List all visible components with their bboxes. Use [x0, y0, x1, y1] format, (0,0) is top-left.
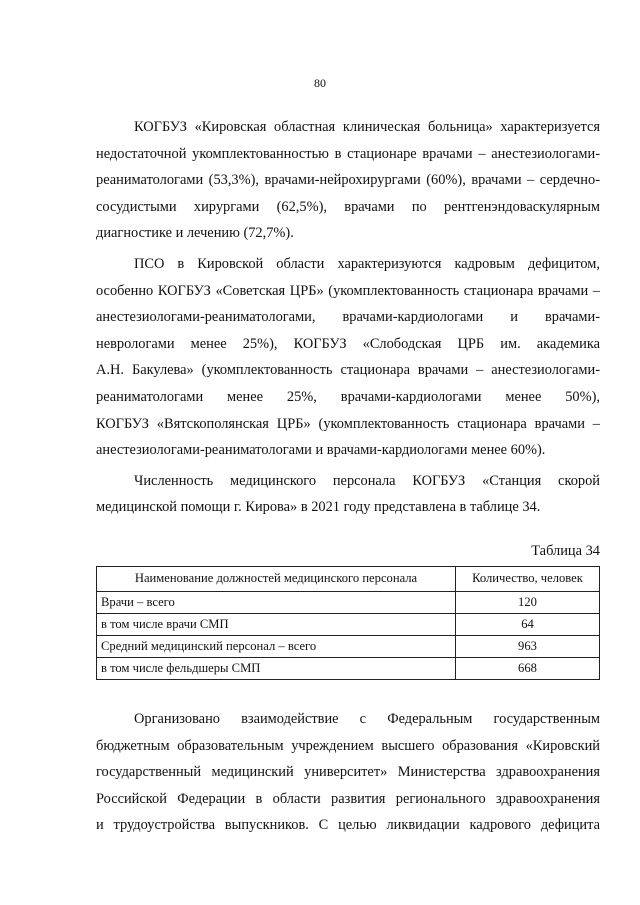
cell-position: Средний медицинский персонал – всего	[97, 635, 456, 657]
table-row	[97, 657, 600, 679]
column-header-position: Наименование должностей медицинского персонала	[97, 566, 456, 591]
text-line: Российской Федерации в области развития регионального здравоохранения	[96, 790, 600, 807]
paragraph-2	[96, 251, 600, 464]
text-line: Организовано взаимодействие с Федеральным государственным	[134, 710, 600, 727]
table-header-row	[97, 566, 600, 591]
cell-count: 668	[456, 657, 600, 679]
cell-count: 120	[456, 591, 600, 613]
text-line: КОГБУЗ «Вятскополянская ЦРБ» (укомплектованность стационара врачами –	[96, 415, 600, 432]
text-line: неврологами менее 25%), КОГБУЗ «Слободская ЦРБ им. академика	[96, 335, 600, 352]
text-line: реаниматологами (53,3%), врачами-нейрохирургами (60%), врачами – сердечно-	[96, 172, 600, 189]
cell-count: 64	[456, 613, 600, 635]
text-line: Численность медицинского персонала КОГБУЗ «Станция скорой	[134, 472, 600, 489]
paragraph-1	[96, 114, 600, 247]
table-row	[97, 613, 600, 635]
text-line: особенно КОГБУЗ «Советская ЦРБ» (укомплектованность стационара врачами –	[96, 282, 600, 299]
text-line: А.Н. Бакулева» (укомплектованность стационара врачами – анестезиологами-	[96, 362, 600, 379]
cell-count: 963	[456, 635, 600, 657]
text-line: и трудоустройства выпускников. С целью ликвидации кадрового дефицита	[96, 817, 600, 834]
paragraph-4	[96, 706, 600, 839]
cell-position: Врачи – всего	[97, 591, 456, 613]
text-line: недостаточной укомплектованностью в стационаре врачами – анестезиологами-	[96, 145, 600, 162]
text-line: КОГБУЗ «Кировская областная клиническая больница» характеризуется	[134, 119, 600, 135]
text-line: ПСО в Кировской области характеризуются кадровым дефицитом,	[134, 255, 600, 272]
text-line: государственный медицинский университет» Министерства здравоохранения	[96, 764, 600, 781]
cell-position: в том числе врачи СМП	[97, 613, 456, 635]
text-line: анестезиологами-реаниматологами и врачами-кардиологами менее 60%).	[96, 442, 546, 459]
page-number: 80	[314, 76, 326, 90]
document-body	[96, 114, 600, 843]
text-line: медицинской помощи г. Кирова» в 2021 году представлена в таблице 34.	[96, 499, 541, 516]
column-header-count: Количество, человек	[456, 566, 600, 591]
text-line: анестезиологами-реаниматологами, врачами-кардиологами и врачами-	[96, 309, 600, 326]
table-caption: Таблица 34	[531, 542, 600, 559]
text-line: диагностике и лечению (72,7%).	[96, 225, 294, 242]
table-row	[97, 591, 600, 613]
cell-position: в том числе фельдшеры СМП	[97, 657, 456, 679]
text-line: бюджетным образовательным учреждением высшего образования «Кировский	[96, 737, 600, 754]
table-row	[97, 635, 600, 657]
paragraph-3	[96, 468, 600, 521]
text-line: реаниматологами менее 25%, врачами-кардиологами менее 50%),	[96, 388, 600, 405]
text-line: сосудистыми хирургами (62,5%), врачами по рентгенэндоваскулярным	[96, 198, 600, 215]
staff-table	[96, 566, 600, 680]
